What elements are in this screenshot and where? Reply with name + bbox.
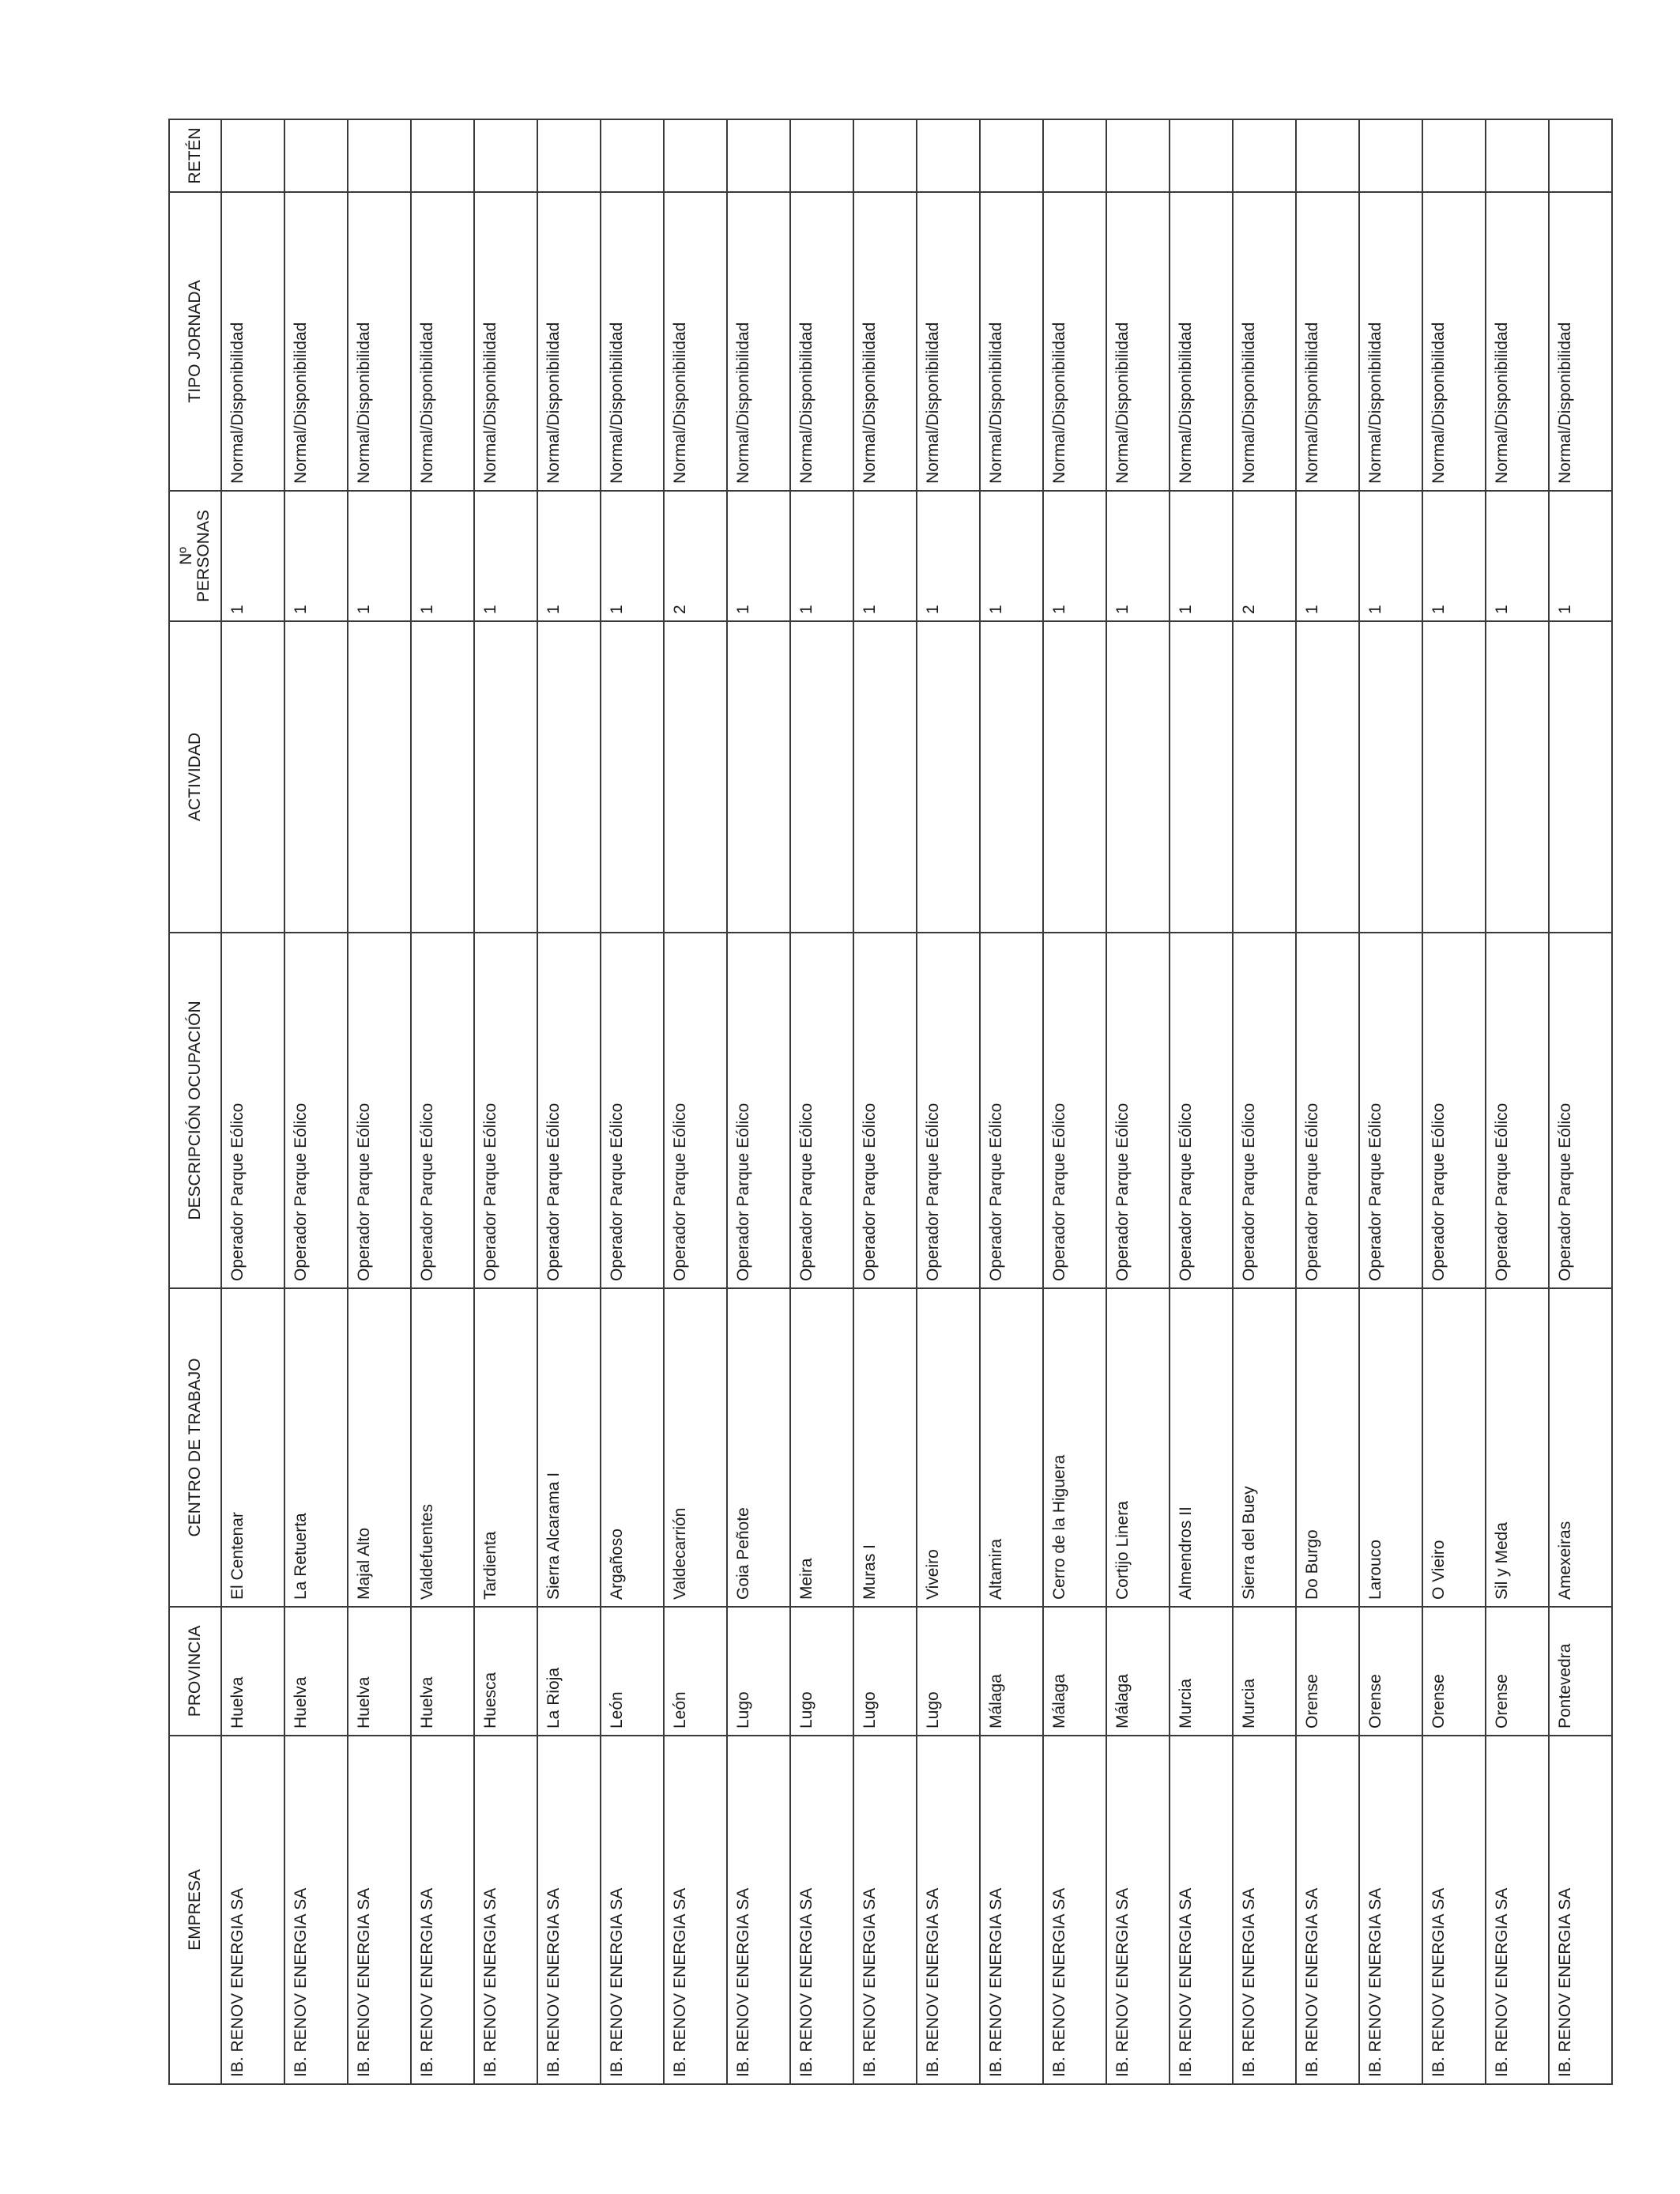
cell-centro-de-trabajo: O Vieiro xyxy=(1422,1288,1486,1607)
cell-centro-de-trabajo: Meira xyxy=(790,1288,853,1607)
document-page xyxy=(168,120,1574,2085)
cell-centro-de-trabajo: Tardienta xyxy=(474,1288,537,1607)
cell-provincia: Huelva xyxy=(411,1607,474,1736)
header-actividad: ACTIVIDAD xyxy=(169,621,221,933)
cell-n-personas: 2 xyxy=(1233,491,1296,621)
cell-centro-de-trabajo: Larouco xyxy=(1359,1288,1422,1607)
cell-actividad xyxy=(1043,621,1106,933)
cell-centro-de-trabajo: Viveiro xyxy=(917,1288,980,1607)
rotated-table-container xyxy=(168,120,1574,2085)
cell-n-personas: 1 xyxy=(1359,491,1422,621)
cell-descripcion-ocupacion: Operador Parque Eólico xyxy=(727,933,790,1288)
cell-empresa: IB. RENOV ENERGIA SA xyxy=(727,1736,790,2084)
cell-tipo-jornada: Normal/Disponibilidad xyxy=(1296,192,1359,491)
cell-tipo-jornada: Normal/Disponibilidad xyxy=(474,192,537,491)
cell-actividad xyxy=(1170,621,1233,933)
cell-descripcion-ocupacion: Operador Parque Eólico xyxy=(1422,933,1486,1288)
cell-reten xyxy=(1486,119,1549,192)
cell-descripcion-ocupacion: Operador Parque Eólico xyxy=(917,933,980,1288)
cell-descripcion-ocupacion: Operador Parque Eólico xyxy=(790,933,853,1288)
cell-actividad xyxy=(727,621,790,933)
cell-actividad xyxy=(348,621,411,933)
cell-tipo-jornada: Normal/Disponibilidad xyxy=(1359,192,1422,491)
cell-empresa: IB. RENOV ENERGIA SA xyxy=(1359,1736,1422,2084)
cell-centro-de-trabajo: Sil y Meda xyxy=(1486,1288,1549,1607)
cell-n-personas: 2 xyxy=(664,491,727,621)
cell-descripcion-ocupacion: Operador Parque Eólico xyxy=(601,933,664,1288)
cell-provincia: Málaga xyxy=(1106,1607,1170,1736)
table-row xyxy=(1549,119,1612,2084)
cell-tipo-jornada: Normal/Disponibilidad xyxy=(1422,192,1486,491)
cell-descripcion-ocupacion: Operador Parque Eólico xyxy=(474,933,537,1288)
table-row xyxy=(284,119,348,2084)
cell-descripcion-ocupacion: Operador Parque Eólico xyxy=(980,933,1043,1288)
cell-centro-de-trabajo: Cerro de la Higuera xyxy=(1043,1288,1106,1607)
table-row xyxy=(474,119,537,2084)
cell-tipo-jornada: Normal/Disponibilidad xyxy=(1549,192,1612,491)
cell-reten xyxy=(664,119,727,192)
cell-empresa: IB. RENOV ENERGIA SA xyxy=(411,1736,474,2084)
cell-provincia: Orense xyxy=(1486,1607,1549,1736)
cell-reten xyxy=(474,119,537,192)
cell-n-personas: 1 xyxy=(1296,491,1359,621)
header-empresa: EMPRESA xyxy=(169,1736,221,2084)
cell-tipo-jornada: Normal/Disponibilidad xyxy=(601,192,664,491)
cell-provincia: Orense xyxy=(1296,1607,1359,1736)
cell-n-personas: 1 xyxy=(221,491,284,621)
cell-n-personas: 1 xyxy=(284,491,348,621)
cell-empresa: IB. RENOV ENERGIA SA xyxy=(980,1736,1043,2084)
cell-centro-de-trabajo: Valdecarrión xyxy=(664,1288,727,1607)
cell-empresa: IB. RENOV ENERGIA SA xyxy=(474,1736,537,2084)
cell-actividad xyxy=(1106,621,1170,933)
cell-reten xyxy=(1043,119,1106,192)
table-row xyxy=(727,119,790,2084)
cell-tipo-jornada: Normal/Disponibilidad xyxy=(1233,192,1296,491)
cell-centro-de-trabajo: El Centenar xyxy=(221,1288,284,1607)
header-n-personas xyxy=(169,491,221,621)
cell-empresa: IB. RENOV ENERGIA SA xyxy=(1170,1736,1233,2084)
table-header-row xyxy=(169,119,221,2084)
cell-provincia: Pontevedra xyxy=(1549,1607,1612,1736)
cell-centro-de-trabajo: Do Burgo xyxy=(1296,1288,1359,1607)
cell-tipo-jornada: Normal/Disponibilidad xyxy=(221,192,284,491)
cell-provincia: Lugo xyxy=(917,1607,980,1736)
cell-reten xyxy=(1233,119,1296,192)
cell-reten xyxy=(284,119,348,192)
table-row xyxy=(917,119,980,2084)
cell-n-personas: 1 xyxy=(1106,491,1170,621)
cell-actividad xyxy=(221,621,284,933)
cell-empresa: IB. RENOV ENERGIA SA xyxy=(1486,1736,1549,2084)
cell-actividad xyxy=(1233,621,1296,933)
cell-empresa: IB. RENOV ENERGIA SA xyxy=(221,1736,284,2084)
cell-centro-de-trabajo: La Retuerta xyxy=(284,1288,348,1607)
cell-n-personas: 1 xyxy=(348,491,411,621)
cell-reten xyxy=(853,119,917,192)
cell-descripcion-ocupacion: Operador Parque Eólico xyxy=(411,933,474,1288)
cell-empresa: IB. RENOV ENERGIA SA xyxy=(853,1736,917,2084)
cell-descripcion-ocupacion: Operador Parque Eólico xyxy=(1043,933,1106,1288)
table-row xyxy=(790,119,853,2084)
cell-descripcion-ocupacion: Operador Parque Eólico xyxy=(1486,933,1549,1288)
cell-tipo-jornada: Normal/Disponibilidad xyxy=(853,192,917,491)
cell-actividad xyxy=(980,621,1043,933)
cell-actividad xyxy=(474,621,537,933)
cell-actividad xyxy=(411,621,474,933)
cell-descripcion-ocupacion: Operador Parque Eólico xyxy=(284,933,348,1288)
table-row xyxy=(1486,119,1549,2084)
cell-n-personas: 1 xyxy=(980,491,1043,621)
cell-actividad xyxy=(1486,621,1549,933)
cell-n-personas: 1 xyxy=(1486,491,1549,621)
cell-actividad xyxy=(1422,621,1486,933)
header-tipo-jornada: TIPO JORNADA xyxy=(169,192,221,491)
cell-reten xyxy=(1170,119,1233,192)
cell-tipo-jornada: Normal/Disponibilidad xyxy=(1106,192,1170,491)
cell-provincia: Huesca xyxy=(474,1607,537,1736)
cell-empresa: IB. RENOV ENERGIA SA xyxy=(917,1736,980,2084)
cell-tipo-jornada: Normal/Disponibilidad xyxy=(1486,192,1549,491)
cell-provincia: La Rioja xyxy=(537,1607,601,1736)
table-row xyxy=(1359,119,1422,2084)
cell-provincia: Murcia xyxy=(1233,1607,1296,1736)
cell-reten xyxy=(348,119,411,192)
header-descripcion-ocupacion: DESCRIPCIÓN OCUPACIÓN xyxy=(169,933,221,1288)
table-row xyxy=(348,119,411,2084)
cell-provincia: Huelva xyxy=(284,1607,348,1736)
cell-empresa: IB. RENOV ENERGIA SA xyxy=(601,1736,664,2084)
table-row xyxy=(1296,119,1359,2084)
cell-empresa: IB. RENOV ENERGIA SA xyxy=(537,1736,601,2084)
cell-provincia: Murcia xyxy=(1170,1607,1233,1736)
cell-actividad xyxy=(790,621,853,933)
cell-reten xyxy=(411,119,474,192)
cell-n-personas: 1 xyxy=(411,491,474,621)
cell-descripcion-ocupacion: Operador Parque Eólico xyxy=(853,933,917,1288)
cell-empresa: IB. RENOV ENERGIA SA xyxy=(1296,1736,1359,2084)
cell-actividad xyxy=(1549,621,1612,933)
cell-reten xyxy=(601,119,664,192)
cell-centro-de-trabajo: Almendros II xyxy=(1170,1288,1233,1607)
cell-reten xyxy=(917,119,980,192)
cell-empresa: IB. RENOV ENERGIA SA xyxy=(284,1736,348,2084)
cell-n-personas: 1 xyxy=(790,491,853,621)
cell-centro-de-trabajo: Sierra del Buey xyxy=(1233,1288,1296,1607)
cell-empresa: IB. RENOV ENERGIA SA xyxy=(664,1736,727,2084)
cell-descripcion-ocupacion: Operador Parque Eólico xyxy=(1170,933,1233,1288)
table-row xyxy=(980,119,1043,2084)
table-row xyxy=(1106,119,1170,2084)
cell-n-personas: 1 xyxy=(1170,491,1233,621)
cell-provincia: Huelva xyxy=(221,1607,284,1736)
cell-centro-de-trabajo: Valdefuentes xyxy=(411,1288,474,1607)
cell-n-personas: 1 xyxy=(853,491,917,621)
cell-provincia: Málaga xyxy=(1043,1607,1106,1736)
cell-tipo-jornada: Normal/Disponibilidad xyxy=(284,192,348,491)
cell-descripcion-ocupacion: Operador Parque Eólico xyxy=(537,933,601,1288)
cell-tipo-jornada: Normal/Disponibilidad xyxy=(917,192,980,491)
cell-actividad xyxy=(917,621,980,933)
header-reten: RETÉN xyxy=(169,119,221,192)
cell-tipo-jornada: Normal/Disponibilidad xyxy=(1170,192,1233,491)
cell-provincia: Lugo xyxy=(853,1607,917,1736)
cell-n-personas: 1 xyxy=(1549,491,1612,621)
cell-n-personas: 1 xyxy=(727,491,790,621)
header-n-personas-line2: PERSONAS xyxy=(194,510,213,602)
cell-reten xyxy=(1549,119,1612,192)
cell-provincia: Lugo xyxy=(790,1607,853,1736)
cell-reten xyxy=(727,119,790,192)
cell-provincia: León xyxy=(664,1607,727,1736)
cell-empresa: IB. RENOV ENERGIA SA xyxy=(1422,1736,1486,2084)
cell-tipo-jornada: Normal/Disponibilidad xyxy=(1043,192,1106,491)
cell-descripcion-ocupacion: Operador Parque Eólico xyxy=(664,933,727,1288)
cell-centro-de-trabajo: Cortijo Linera xyxy=(1106,1288,1170,1607)
cell-empresa: IB. RENOV ENERGIA SA xyxy=(1106,1736,1170,2084)
cell-n-personas: 1 xyxy=(474,491,537,621)
cell-actividad xyxy=(537,621,601,933)
cell-n-personas: 1 xyxy=(537,491,601,621)
cell-n-personas: 1 xyxy=(601,491,664,621)
cell-centro-de-trabajo: Majal Alto xyxy=(348,1288,411,1607)
cell-centro-de-trabajo: Amexeiras xyxy=(1549,1288,1612,1607)
cell-provincia: Lugo xyxy=(727,1607,790,1736)
header-provincia: PROVINCIA xyxy=(169,1607,221,1736)
cell-empresa: IB. RENOV ENERGIA SA xyxy=(1549,1736,1612,2084)
cell-tipo-jornada: Normal/Disponibilidad xyxy=(727,192,790,491)
table-row xyxy=(221,119,284,2084)
cell-provincia: León xyxy=(601,1607,664,1736)
cell-reten xyxy=(221,119,284,192)
cell-actividad xyxy=(1296,621,1359,933)
cell-descripcion-ocupacion: Operador Parque Eólico xyxy=(1106,933,1170,1288)
cell-empresa: IB. RENOV ENERGIA SA xyxy=(790,1736,853,2084)
table-row xyxy=(537,119,601,2084)
table-row xyxy=(1043,119,1106,2084)
cell-reten xyxy=(537,119,601,192)
cell-reten xyxy=(1106,119,1170,192)
table-row xyxy=(1233,119,1296,2084)
cell-actividad xyxy=(1359,621,1422,933)
cell-tipo-jornada: Normal/Disponibilidad xyxy=(790,192,853,491)
cell-reten xyxy=(1359,119,1422,192)
table-row xyxy=(411,119,474,2084)
cell-reten xyxy=(1422,119,1486,192)
cell-descripcion-ocupacion: Operador Parque Eólico xyxy=(1359,933,1422,1288)
cell-actividad xyxy=(601,621,664,933)
cell-reten xyxy=(980,119,1043,192)
cell-provincia: Orense xyxy=(1359,1607,1422,1736)
staffing-table xyxy=(168,119,1613,2085)
table-body xyxy=(221,119,1612,2084)
cell-tipo-jornada: Normal/Disponibilidad xyxy=(348,192,411,491)
table-row xyxy=(664,119,727,2084)
cell-tipo-jornada: Normal/Disponibilidad xyxy=(980,192,1043,491)
table-row xyxy=(1422,119,1486,2084)
cell-reten xyxy=(790,119,853,192)
cell-tipo-jornada: Normal/Disponibilidad xyxy=(537,192,601,491)
cell-empresa: IB. RENOV ENERGIA SA xyxy=(1043,1736,1106,2084)
cell-n-personas: 1 xyxy=(917,491,980,621)
cell-reten xyxy=(1296,119,1359,192)
cell-empresa: IB. RENOV ENERGIA SA xyxy=(1233,1736,1296,2084)
cell-centro-de-trabajo: Argañoso xyxy=(601,1288,664,1607)
cell-descripcion-ocupacion: Operador Parque Eólico xyxy=(1296,933,1359,1288)
cell-centro-de-trabajo: Goia Peñote xyxy=(727,1288,790,1607)
cell-provincia: Málaga xyxy=(980,1607,1043,1736)
cell-centro-de-trabajo: Muras I xyxy=(853,1288,917,1607)
cell-actividad xyxy=(664,621,727,933)
cell-descripcion-ocupacion: Operador Parque Eólico xyxy=(1549,933,1612,1288)
cell-actividad xyxy=(853,621,917,933)
cell-descripcion-ocupacion: Operador Parque Eólico xyxy=(221,933,284,1288)
cell-tipo-jornada: Normal/Disponibilidad xyxy=(664,192,727,491)
cell-n-personas: 1 xyxy=(1422,491,1486,621)
header-centro-de-trabajo: CENTRO DE TRABAJO xyxy=(169,1288,221,1607)
table-row xyxy=(1170,119,1233,2084)
cell-descripcion-ocupacion: Operador Parque Eólico xyxy=(348,933,411,1288)
cell-empresa: IB. RENOV ENERGIA SA xyxy=(348,1736,411,2084)
cell-provincia: Huelva xyxy=(348,1607,411,1736)
cell-centro-de-trabajo: Sierra Alcarama I xyxy=(537,1288,601,1607)
table-row xyxy=(601,119,664,2084)
cell-provincia: Orense xyxy=(1422,1607,1486,1736)
header-n-personas-line1: Nº xyxy=(177,547,195,565)
cell-descripcion-ocupacion: Operador Parque Eólico xyxy=(1233,933,1296,1288)
cell-centro-de-trabajo: Altamira xyxy=(980,1288,1043,1607)
cell-actividad xyxy=(284,621,348,933)
table-row xyxy=(853,119,917,2084)
cell-n-personas: 1 xyxy=(1043,491,1106,621)
cell-tipo-jornada: Normal/Disponibilidad xyxy=(411,192,474,491)
